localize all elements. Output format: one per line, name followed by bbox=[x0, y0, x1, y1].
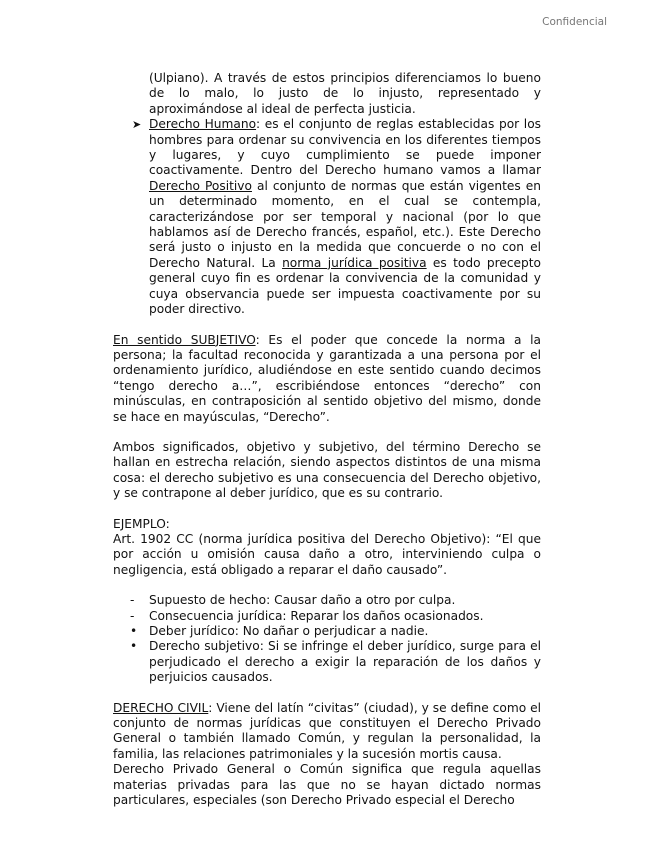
derecho-privado-paragraph: Derecho Privado General o Común significa que regula aquellas materias privadas para las que no se hayan dictado normas particulares, especiales (son Derecho Privado especial el Derecho bbox=[113, 762, 541, 808]
list-item bbox=[113, 639, 541, 685]
derecho-humano-text-3: es todo precepto general cuyo fin es ordenar la convivencia de la comunidad y cuya observancia puede ser impuesta coactivamente por su poder directivo. bbox=[149, 255, 542, 317]
ejemplo-text: Art. 1902 CC (norma jurídica positiva del Derecho Objetivo): “El que por acción u omisión causa daño a otro, interviniendo culpa o negligencia, está obligado a reparar el daño causado”. bbox=[113, 531, 541, 577]
norma-juridica-positiva-term: norma jurídica positiva bbox=[282, 255, 427, 270]
derecho-humano-item bbox=[132, 117, 542, 317]
dash-bullet-icon: - bbox=[130, 608, 135, 623]
list-item-text: Supuesto de hecho: Causar daño a otro por culpa. bbox=[149, 593, 456, 608]
derecho-humano-text-1: : es el conjunto de reglas establecidas por los hombres para ordenar su convivencia en los diferentes tiempos y lugares, y cuyo cumplimiento se puede imponer coactivamente. Dentro del Derecho humano vamos a llamar bbox=[149, 117, 541, 178]
ejemplo-label: EJEMPLO: bbox=[113, 516, 170, 531]
confidential-header: Confidencial bbox=[542, 16, 607, 28]
arrow-bullet-icon: ➤ bbox=[132, 118, 142, 132]
derecho-civil-paragraph bbox=[113, 701, 541, 763]
list-item bbox=[113, 593, 541, 608]
dash-bullet-icon: - bbox=[130, 593, 135, 608]
derecho-civil-term: DERECHO CIVIL bbox=[113, 700, 209, 715]
sentido-subjetivo-term: En sentido SUBJETIVO bbox=[113, 332, 256, 347]
list-item-text: Deber jurídico: No dañar o perjudicar a nadie. bbox=[149, 624, 429, 638]
sentido-subjetivo-paragraph bbox=[113, 333, 541, 425]
dot-bullet-icon: • bbox=[130, 624, 138, 638]
ejemplo-list bbox=[113, 593, 541, 685]
ambos-paragraph: Ambos significados, objetivo y subjetivo, del término Derecho se hallan en estrecha relación, siendo aspectos distintos de una misma cosa: el derecho subjetivo es una consecuencia del Derecho objetivo, y se contrapone al deber jurídico, que es su contrario. bbox=[113, 439, 541, 501]
dot-bullet-icon: • bbox=[130, 639, 138, 654]
list-item-text: Derecho subjetivo: Si se infringe el deber jurídico, surge para el perjudicado el derecho a exigir la reparación de los daños y perjuicios causados. bbox=[149, 639, 541, 685]
derecho-positivo-term: Derecho Positivo bbox=[149, 178, 252, 193]
list-item bbox=[113, 624, 541, 639]
derecho-civil-text: : Viene del latín “civitas” (ciudad), y se define como el conjunto de normas jurídicas que constituyen el Derecho Privado General o también llamado Común, y regulan la personalidad, la familia, las relaciones patrimoniales y la sucesión mortis causa. bbox=[113, 700, 541, 761]
list-item bbox=[113, 609, 541, 624]
intro-continuation: (Ulpiano). A través de estos principios diferenciamos lo bueno de lo malo, lo justo de lo injusto, representado y aproximándose al ideal de perfecta justicia. bbox=[149, 71, 541, 116]
derecho-humano-term: Derecho Humano bbox=[149, 117, 257, 132]
list-item-text: Consecuencia jurídica: Reparar los daños ocasionados. bbox=[149, 608, 484, 623]
document-body bbox=[113, 71, 541, 808]
sentido-subjetivo-text: : Es el poder que concede la norma a la persona; la facultad reconocida y garantizada a una persona por el ordenamiento jurídico, aludiéndose en este sentido cuando decimos “tengo derecho a…”, escribiéndose entonces “derecho” con minúsculas, en contraposición al sentido objetivo del mismo, donde se hace en mayúsculas, “Derecho”. bbox=[113, 332, 541, 424]
derecho-humano-text-2: al conjunto de normas que están vigentes en un determinado momento, en el cual se contempla, caracterizándose por ser temporal y nacional (por lo que hablamos así de Derecho francés, español, etc.). Este Derecho será justo o injusto en la medida que concuerde o no con el Derecho Natural. La bbox=[149, 178, 541, 270]
